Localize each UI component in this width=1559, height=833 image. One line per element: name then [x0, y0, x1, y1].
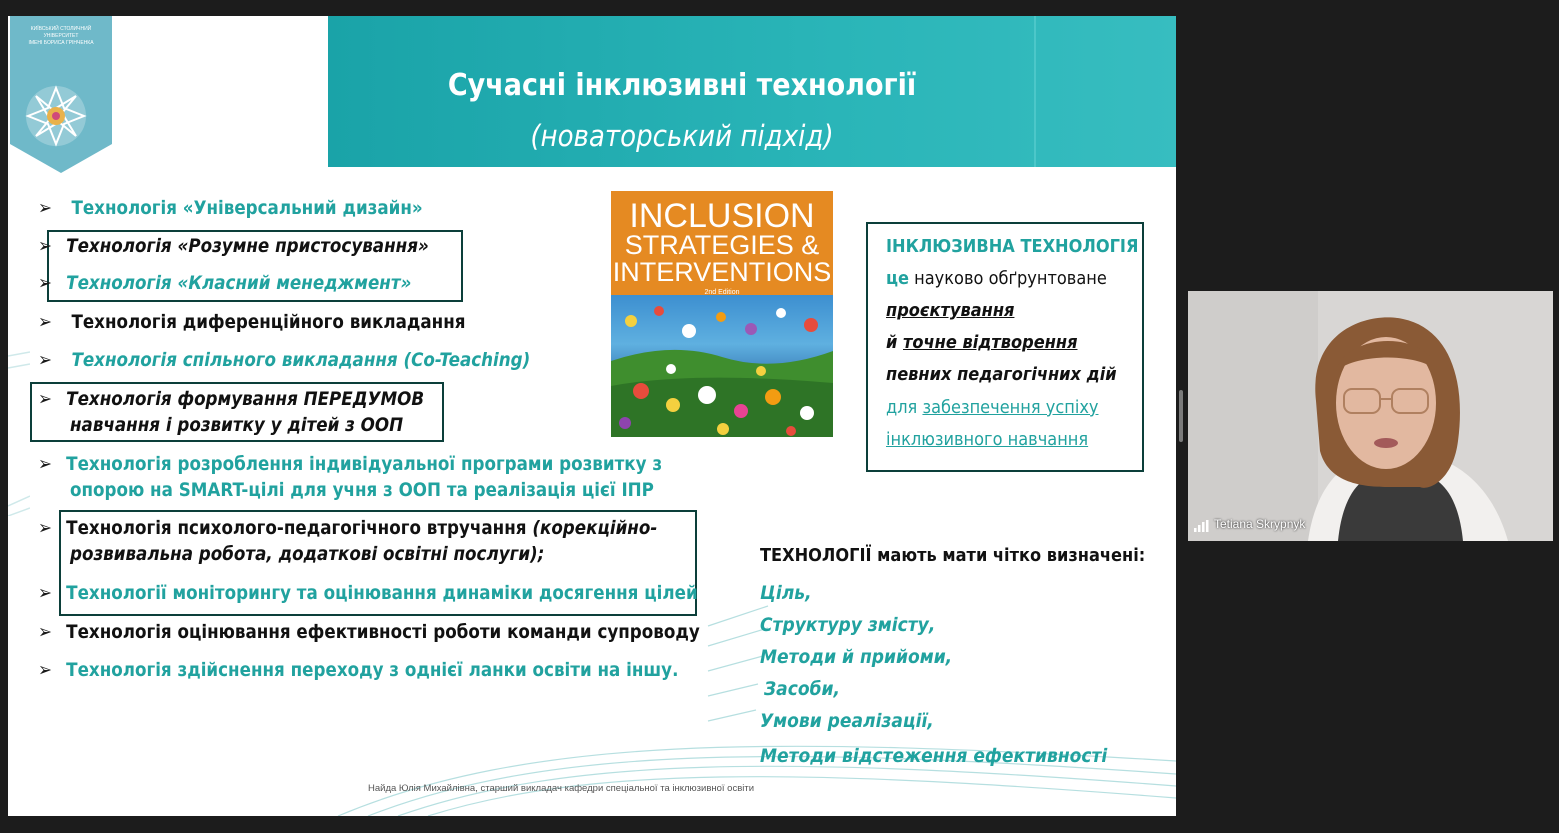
definition-heading: ІНКЛЮЗИВНА ТЕХНОЛОГІЯ: [886, 236, 1139, 257]
list-item-text: Технологія «Класний менеджмент»: [66, 272, 412, 294]
arrow-bullet-icon: ➢: [38, 453, 53, 475]
logo-caption: [14, 26, 108, 47]
participant-video-feed: [1188, 291, 1553, 541]
definition-line: певних педагогічних дій: [886, 364, 1117, 385]
definition-line: проєктування: [886, 300, 1015, 321]
requirements-heading: ТЕХНОЛОГІЇ мають мати чітко визначені:: [760, 545, 1146, 566]
logo-caption-line: ІМЕНІ БОРИСА ГРІНЧЕНКА: [28, 40, 94, 46]
definition-line: [886, 332, 1078, 353]
book-title-line: INTERVENTIONS: [612, 257, 832, 287]
list-item: [38, 270, 411, 296]
requirement-item: Умови реалізації,: [760, 710, 934, 732]
list-item-text: Технологія оцінювання ефективності роботи команди супроводу: [66, 621, 700, 643]
definition-text: це: [886, 268, 910, 289]
requirement-item: Методи відстеження ефективності: [760, 745, 1108, 767]
list-item-text: (корекційно-: [532, 517, 658, 539]
definition-line: [886, 397, 1098, 418]
list-item-continuation: розвивальна робота, додаткові освітні послуги);: [70, 543, 545, 565]
list-item-text: Технологія «Універсальний дизайн»: [71, 197, 423, 219]
definition-text: науково обґрунтоване: [909, 268, 1107, 289]
list-item-text: Технології моніторингу та оцінювання динаміки досягення цілей: [66, 582, 698, 604]
participant-name-label: Tetiana Skrypnyk: [1214, 517, 1306, 531]
requirement-item: Засоби,: [764, 678, 840, 700]
list-item: [38, 515, 657, 541]
slide-subtitle: (новаторський підхід): [530, 119, 834, 153]
list-item: [38, 657, 678, 683]
definition-line: [886, 268, 1107, 289]
list-item: [38, 233, 429, 259]
list-item-text: Технологія спільного викладання (Co-Teaching): [71, 349, 531, 371]
list-item: [38, 195, 423, 221]
list-item: [38, 386, 424, 412]
arrow-bullet-icon: ➢: [38, 621, 53, 643]
book-edition: 2nd Edition: [704, 289, 740, 296]
panel-resize-handle[interactable]: [1179, 390, 1183, 442]
definition-text: й: [886, 332, 904, 353]
arrow-bullet-icon: ➢: [38, 388, 53, 410]
list-item-continuation: навчання і розвитку у дітей з ООП: [70, 414, 404, 436]
participant-video-tile[interactable]: [1188, 291, 1553, 541]
list-item: [38, 309, 466, 335]
list-item-text: Технологія формування ПЕРЕДУМОВ: [66, 388, 425, 410]
book-cover-image: [611, 191, 833, 437]
arrow-bullet-icon: ➢: [38, 272, 53, 294]
definition-text: точне відтворення: [903, 332, 1078, 353]
arrow-bullet-icon: ➢: [38, 517, 53, 539]
list-item: [38, 451, 662, 477]
edge-decoration: [8, 346, 30, 516]
arrow-bullet-icon: ➢: [38, 349, 53, 371]
list-item-text: Технологія диференційного викладання: [71, 311, 466, 333]
requirement-item: Структуру змісту,: [760, 614, 936, 636]
list-item: [38, 347, 530, 373]
arrow-bullet-icon: ➢: [38, 659, 53, 681]
arrow-bullet-icon: ➢: [38, 235, 53, 257]
definition-line: інклюзивного навчання: [886, 429, 1089, 450]
slide-title: Сучасні інклюзивні технології: [447, 68, 917, 103]
slide-footer: Найда Юлія Михайлівна, старший викладач кафедри спеціальної та інклюзивної освіти: [368, 783, 755, 794]
list-item-continuation: опорою на SMART-цілі для учня з ООП та реалізація цієї ІПР: [70, 479, 654, 501]
arrow-bullet-icon: ➢: [38, 311, 53, 333]
arrow-bullet-icon: ➢: [38, 197, 53, 219]
book-title-line: INCLUSION: [629, 197, 815, 235]
list-item-text: Технологія психолого-педагогічного втручання: [66, 517, 533, 539]
logo-caption-line: КИЇВСЬКИЙ СТОЛИЧНИЙ УНІВЕРСИТЕТ: [30, 26, 92, 39]
list-item: [38, 619, 700, 645]
requirement-item: Методи й прийоми,: [760, 646, 953, 668]
list-item: [38, 580, 698, 606]
definition-text: для: [886, 397, 923, 418]
arrow-bullet-icon: ➢: [38, 582, 53, 604]
book-title-line: STRATEGIES &: [624, 230, 820, 260]
list-item-text: Технологія «Розумне пристосування»: [66, 235, 429, 257]
list-item-text: Технологія розроблення індивідуальної програми розвитку з: [66, 453, 663, 475]
definition-text: забезпечення успіху: [922, 397, 1099, 418]
list-item-text: Технологія здійснення переходу з однієї ланки освіти на іншу.: [66, 659, 679, 681]
signal-strength-icon: [1194, 520, 1210, 532]
definition-box: [866, 222, 1144, 472]
presentation-slide: [8, 16, 1176, 816]
requirement-item: Ціль,: [760, 582, 812, 604]
